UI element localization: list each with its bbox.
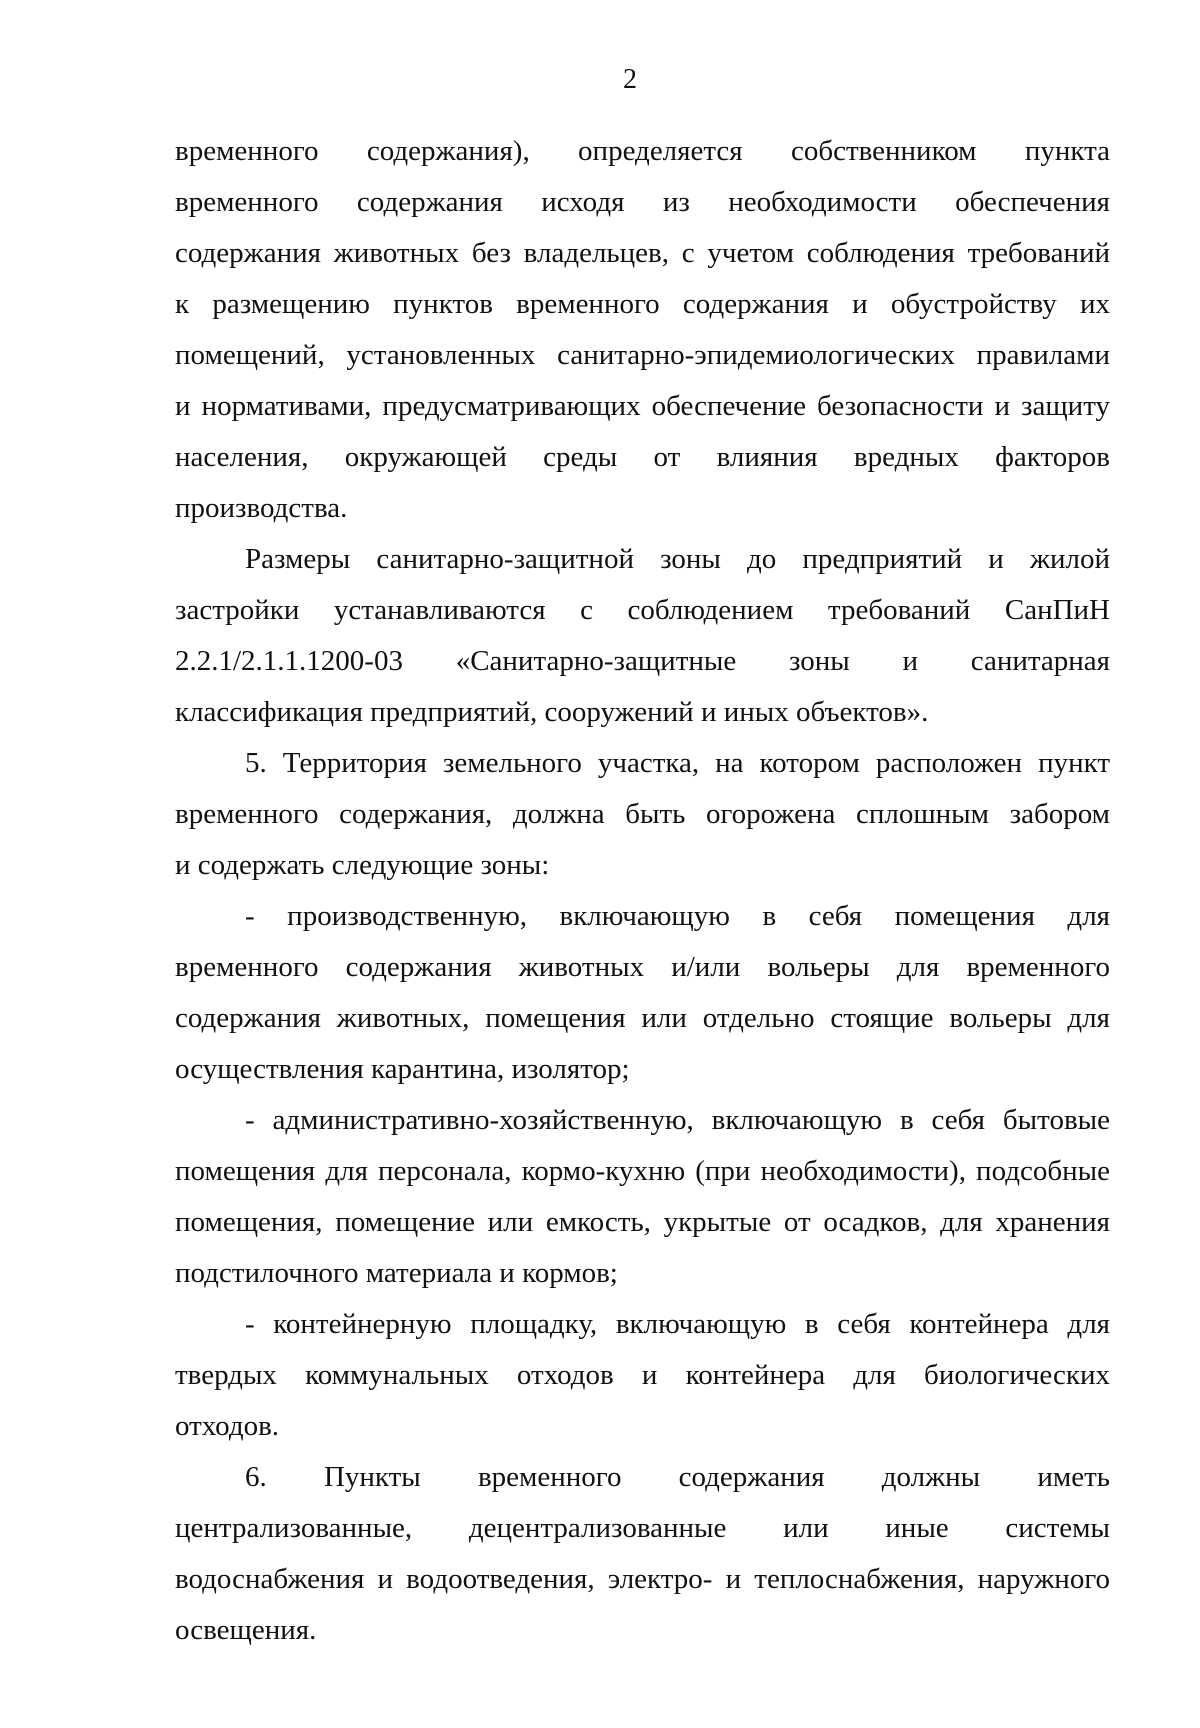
text-line: временного содержания, должна быть огорожена сплошным забором bbox=[175, 798, 1110, 830]
text-line: 6. Пункты временного содержания должны иметь bbox=[245, 1461, 1110, 1493]
text-line: - контейнерную площадку, включающую в себя контейнера для bbox=[245, 1308, 1110, 1340]
text-line: содержания животных, помещения или отдельно стоящие вольеры для bbox=[175, 1002, 1110, 1034]
text-line: производства. bbox=[175, 492, 348, 524]
text-line: водоснабжения и водоотведения, электро- и теплоснабжения, наружного bbox=[175, 1563, 1110, 1595]
text-line: осуществления карантина, изолятор; bbox=[175, 1053, 630, 1085]
text-line: помещений, установленных санитарно-эпидемиологических правилами bbox=[175, 339, 1110, 371]
text-line: классификация предприятий, сооружений и иных объектов». bbox=[175, 696, 929, 728]
text-line: содержания животных без владельцев, с учетом соблюдения требований bbox=[175, 237, 1110, 269]
text-line: - производственную, включающую в себя помещения для bbox=[245, 900, 1110, 932]
text-line: временного содержания животных и/или вольеры для временного bbox=[175, 951, 1110, 983]
text-line: 5. Территория земельного участка, на котором расположен пункт bbox=[245, 747, 1110, 779]
text-line: к размещению пунктов временного содержания и обустройству их bbox=[175, 288, 1110, 320]
text-line: временного содержания исходя из необходимости обеспечения bbox=[175, 186, 1110, 218]
text-line: помещения, помещение или емкость, укрытые от осадков, для хранения bbox=[175, 1206, 1110, 1238]
page-number: 2 bbox=[623, 64, 637, 95]
text-line: твердых коммунальных отходов и контейнера для биологических bbox=[175, 1359, 1110, 1391]
text-line: временного содержания), определяется собственником пункта bbox=[175, 135, 1110, 167]
text-line: освещения. bbox=[175, 1614, 317, 1646]
text-line: помещения для персонала, кормо-кухню (при необходимости), подсобные bbox=[175, 1155, 1110, 1187]
text-line: и нормативами, предусматривающих обеспечение безопасности и защиту bbox=[175, 390, 1110, 422]
text-line: отходов. bbox=[175, 1410, 280, 1442]
text-line: 2.2.1/2.1.1.1200-03 «Санитарно-защитные зоны и санитарная bbox=[175, 645, 1110, 677]
document-body bbox=[175, 126, 1110, 1656]
text-line: Размеры санитарно-защитной зоны до предприятий и жилой bbox=[245, 543, 1110, 575]
text-line: населения, окружающей среды от влияния вредных факторов bbox=[175, 441, 1110, 473]
text-line: и содержать следующие зоны: bbox=[175, 849, 550, 881]
text-line: централизованные, децентрализованные или иные системы bbox=[175, 1512, 1110, 1544]
text-line: подстилочного материала и кормов; bbox=[175, 1257, 618, 1289]
text-line: застройки устанавливаются с соблюдением требований СанПиН bbox=[175, 594, 1110, 626]
text-line: - административно-хозяйственную, включающую в себя бытовые bbox=[245, 1104, 1110, 1136]
